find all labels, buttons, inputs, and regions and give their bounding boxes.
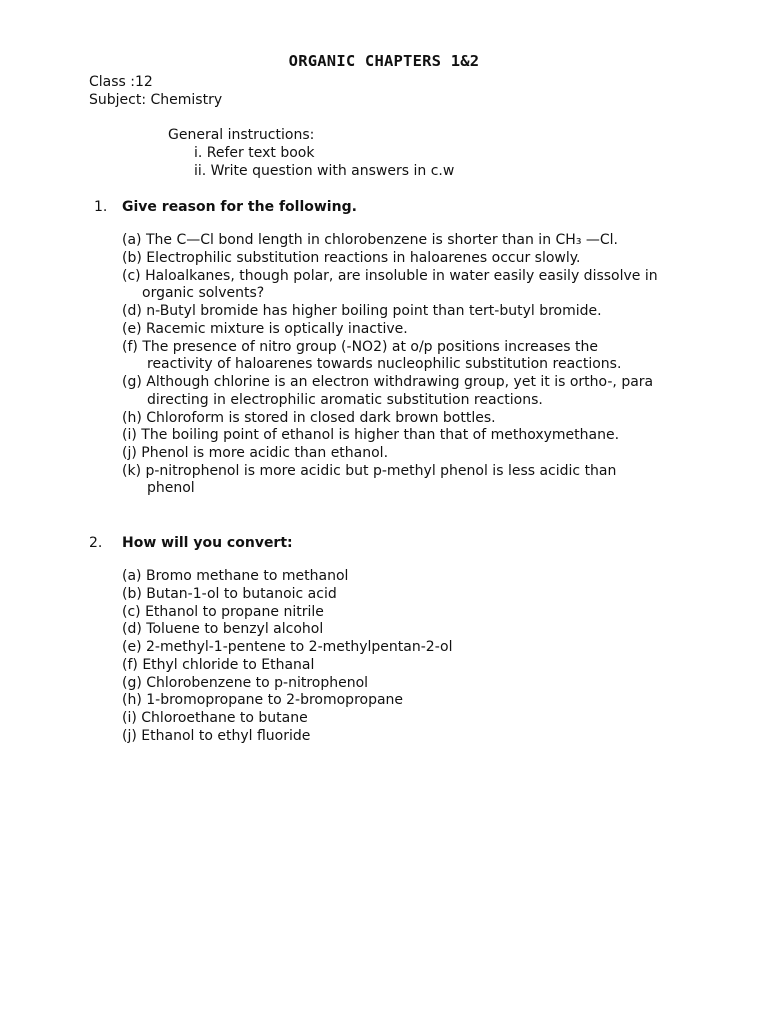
question-heading: How will you convert: <box>122 535 293 551</box>
list-item-line <box>122 728 310 744</box>
list-item-label: (d) <box>122 621 142 638</box>
list-item-line <box>122 410 496 426</box>
list-item-text: Bromo methane to methanol <box>145 568 349 584</box>
list-item-line <box>122 321 408 337</box>
subject-line: Subject: Chemistry <box>89 92 223 108</box>
list-item-line <box>122 692 403 708</box>
list-item <box>122 728 682 746</box>
list-item-label: (g) <box>122 374 142 390</box>
list-item-line <box>122 568 348 584</box>
question-number: 2. <box>89 535 103 551</box>
instructions-heading: General instructions: <box>168 127 315 143</box>
list-item-text: p-nitrophenol is more acidic but p-methyl phenol is less acidic than <box>145 462 617 479</box>
list-item-text: Butan-1-ol to butanoic acid <box>146 585 337 602</box>
question-number: 1. <box>94 199 108 215</box>
list-item-line <box>122 303 602 319</box>
list-item <box>122 232 682 250</box>
list-item-label: (i) <box>122 427 137 444</box>
list-item <box>122 692 682 710</box>
list-item-label: (j) <box>122 727 137 744</box>
list-item-line <box>122 250 581 266</box>
list-item <box>122 639 682 657</box>
list-item-label: (g) <box>122 674 142 691</box>
list-item-label: (a) <box>122 232 142 248</box>
list-item-line <box>122 621 323 637</box>
list-item-line <box>122 463 616 479</box>
list-item <box>122 657 682 675</box>
list-item-line <box>122 710 308 726</box>
list-item <box>122 621 682 639</box>
list-item-text: Toluene to benzyl alcohol <box>146 621 324 638</box>
list-item-text: Ethanol to propane nitrile <box>145 603 324 620</box>
class-line: Class :12 <box>89 74 153 90</box>
list-item-label: (f) <box>122 338 138 355</box>
list-item-continuation: organic solvents? <box>142 285 265 302</box>
list-item <box>122 268 682 303</box>
list-item-text: 2-methyl-1-pentene to 2-methylpentan-2-ol <box>146 639 453 655</box>
list-item-text: Chloroethane to butane <box>141 710 308 726</box>
list-item <box>122 604 682 622</box>
list-item-text: Ethanol to ethyl fluoride <box>141 727 311 744</box>
list-item-text: The C—Cl bond length in chlorobenzene is shorter than in CH₃ —Cl. <box>145 232 618 248</box>
list-item-line <box>122 604 324 620</box>
list-item-line <box>122 657 314 673</box>
list-item-label: (b) <box>122 585 142 602</box>
list-item-text: Ethyl chloride to Ethanal <box>142 656 315 673</box>
list-item-text: Chlorobenzene to p-nitrophenol <box>146 674 369 691</box>
list-item <box>122 321 682 339</box>
list-item <box>122 568 682 586</box>
list-item-label: (d) <box>122 303 142 319</box>
list-item-label: (b) <box>122 249 142 266</box>
list-item <box>122 675 682 693</box>
list-item-line <box>122 675 368 691</box>
list-item-line <box>122 586 337 602</box>
list-item <box>122 586 682 604</box>
list-item-text: The presence of nitro group (-NO2) at o/p positions increases the <box>142 338 598 355</box>
list-item-text: Racemic mixture is optically inactive. <box>146 320 408 337</box>
list-item-text: Although chlorine is an electron withdrawing group, yet it is ortho-, para <box>146 374 654 390</box>
list-item <box>122 303 682 321</box>
list-item <box>122 374 682 409</box>
list-item-text: Phenol is more acidic than ethanol. <box>141 445 389 461</box>
list-item-label: (c) <box>122 603 141 620</box>
list-item <box>122 250 682 268</box>
list-item-label: (e) <box>122 639 142 655</box>
list-item-text: The boiling point of ethanol is higher than that of methoxymethane. <box>141 427 620 444</box>
list-item-text: 1-bromopropane to 2-bromopropane <box>146 692 404 709</box>
list-item-label: (f) <box>122 656 138 673</box>
question-heading: Give reason for the following. <box>122 199 357 215</box>
list-item-line <box>122 639 452 655</box>
list-item-line <box>122 339 598 355</box>
list-item <box>122 463 682 498</box>
list-item <box>122 410 682 428</box>
list-item-label: (i) <box>122 710 137 726</box>
list-item-label: (k) <box>122 462 142 479</box>
page-title: ORGANIC CHAPTERS 1&2 <box>288 52 480 70</box>
list-item-label: (h) <box>122 409 142 426</box>
list-item-continuation: phenol <box>147 480 195 497</box>
list-item-text: Haloalkanes, though polar, are insoluble in water easily easily dissolve in <box>145 267 658 284</box>
list-item <box>122 710 682 728</box>
instruction-item: ii. Write question with answers in c.w <box>194 163 455 179</box>
list-item <box>122 427 682 445</box>
instruction-item: i. Refer text book <box>194 145 315 161</box>
list-item-label: (c) <box>122 267 141 284</box>
list-item-line <box>122 445 388 461</box>
list-item-continuation: directing in electrophilic aromatic substitution reactions. <box>147 391 543 408</box>
list-item <box>122 339 682 374</box>
list-item-continuation: reactivity of haloarenes towards nucleophilic substitution reactions. <box>147 356 622 373</box>
list-item-line <box>122 268 658 284</box>
list-item-line <box>122 232 618 248</box>
list-item-line <box>122 427 619 443</box>
list-item-line <box>122 374 653 390</box>
list-item-text: Electrophilic substitution reactions in haloarenes occur slowly. <box>146 249 581 266</box>
list-item-label: (j) <box>122 445 137 461</box>
list-item-text: n-Butyl bromide has higher boiling point than tert-butyl bromide. <box>146 303 602 319</box>
list-item-label: (e) <box>122 320 142 337</box>
list-item-text: Chloroform is stored in closed dark brown bottles. <box>146 409 496 426</box>
list-item <box>122 445 682 463</box>
list-item-label: (h) <box>122 692 142 709</box>
list-item-label: (a) <box>122 568 142 584</box>
